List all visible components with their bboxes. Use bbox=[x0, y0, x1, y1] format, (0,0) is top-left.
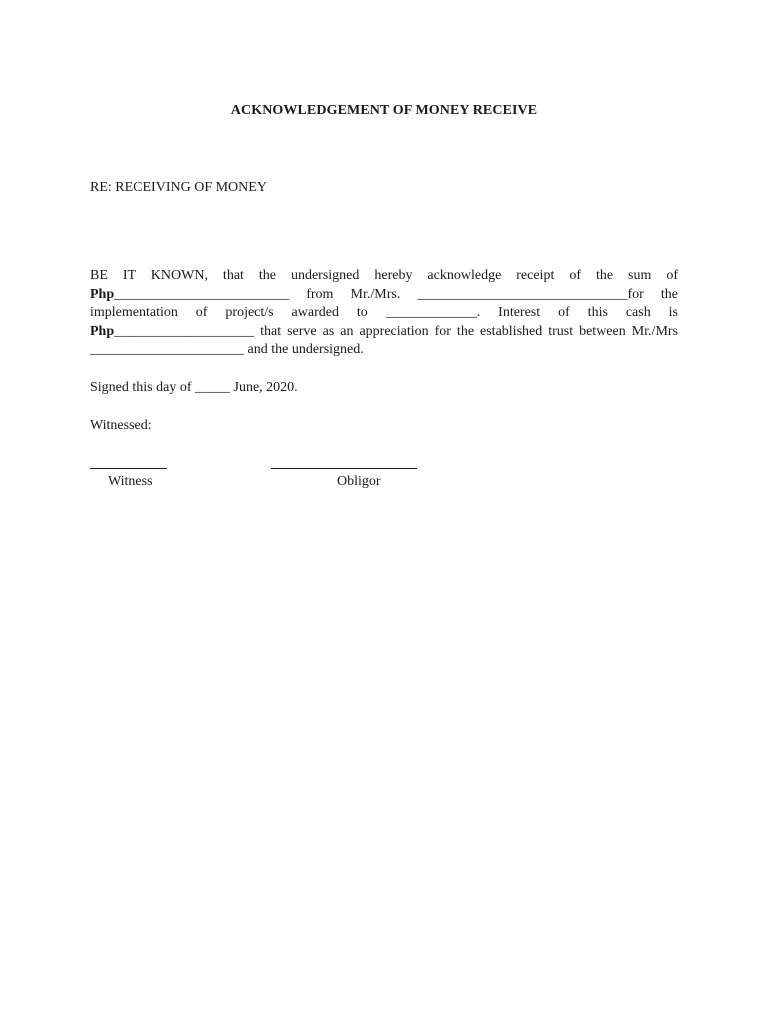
payer-name-blank: ______________________________ bbox=[417, 286, 628, 302]
paragraph-text-2: from Mr./Mrs. bbox=[306, 286, 401, 302]
obligor-signature-line bbox=[271, 468, 417, 469]
paragraph-text-3: for the implementation of project/s awarded to bbox=[90, 286, 678, 321]
awardee-blank: _____________ bbox=[385, 305, 477, 321]
obligor-label: Obligor bbox=[337, 474, 381, 489]
trust-name-blank: ______________________ bbox=[90, 342, 244, 358]
witnessed-label: Witnessed: bbox=[90, 418, 152, 433]
paragraph-text-4: . Interest of this cash is bbox=[476, 305, 678, 321]
witness-label: Witness bbox=[108, 474, 153, 489]
paragraph-text-1: BE IT KNOWN, that the undersigned hereby acknowledge receipt of the sum of bbox=[90, 268, 678, 283]
interest-blank: ____________________ bbox=[114, 323, 255, 339]
signed-date-line: Signed this day of _____ June, 2020. bbox=[90, 380, 298, 395]
document-title: ACKNOWLEDGEMENT OF MONEY RECEIVE bbox=[230, 103, 538, 118]
paragraph-text-5: that serve as an appreciation for the established trust between Mr./Mrs bbox=[260, 323, 678, 339]
re-line: RE: RECEIVING OF MONEY bbox=[90, 180, 267, 195]
acknowledgement-paragraph bbox=[90, 267, 678, 360]
php-label-2: Php bbox=[90, 323, 115, 339]
amount-blank: _________________________ bbox=[114, 286, 290, 302]
php-label-1: Php bbox=[90, 286, 115, 302]
paragraph-text-6: and the undersigned. bbox=[247, 342, 364, 358]
witness-signature-line bbox=[90, 468, 167, 469]
